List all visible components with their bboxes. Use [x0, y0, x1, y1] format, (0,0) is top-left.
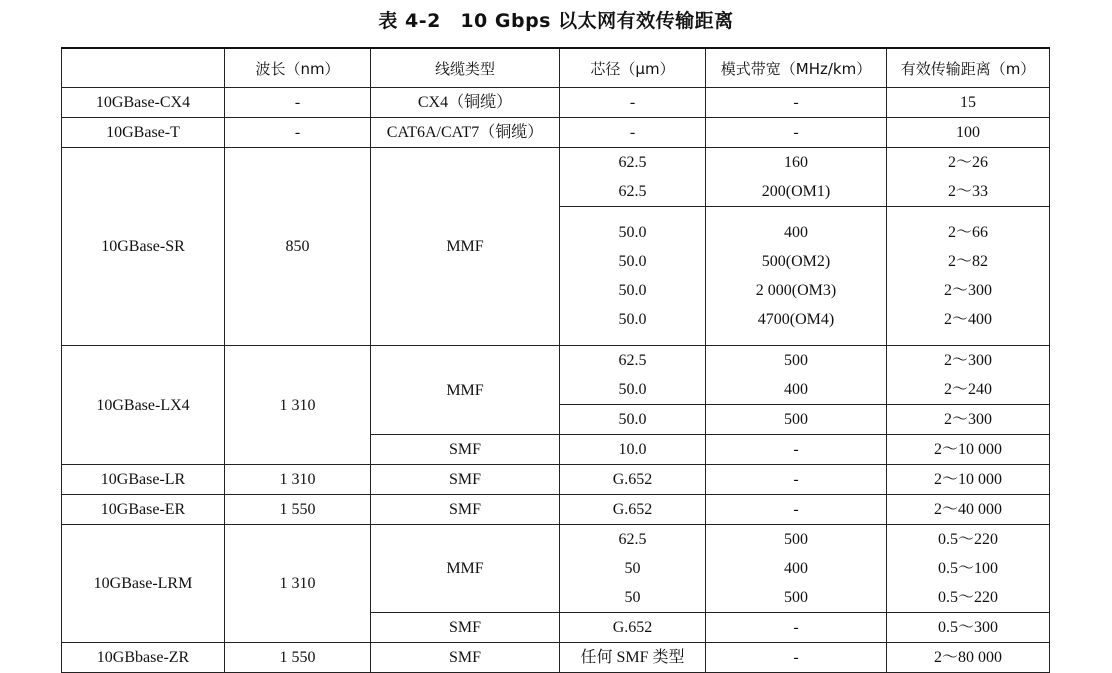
cell-core: G.652 [560, 465, 706, 495]
cell-bandwidth: - [706, 88, 887, 118]
cell-bandwidth: 2 000(OM3) [755, 282, 837, 299]
cell-bandwidth-group [706, 346, 887, 405]
cell-distance: 0.5～220 [937, 531, 998, 548]
cell-core-group [560, 346, 706, 405]
cell-cable: MMF [371, 148, 560, 346]
cell-wavelength: 850 [225, 148, 371, 346]
header-cable-type: 线缆类型 [371, 48, 560, 88]
table-row [62, 643, 1050, 673]
cell-bandwidth: - [706, 495, 887, 525]
cell-core: 50.0 [618, 311, 647, 328]
cell-cable: SMF [371, 435, 560, 465]
cell-cable: CAT6A/CAT7（铜缆） [371, 118, 560, 148]
cell-core-group [560, 148, 706, 207]
cell-core: 50.0 [618, 381, 647, 398]
cell-bandwidth: 400 [784, 381, 808, 398]
distance-table [61, 47, 1050, 673]
cell-standard: 10GBbase-ZR [62, 643, 225, 673]
table-row [62, 495, 1050, 525]
cell-distance: 2～300 [943, 282, 992, 299]
header-distance: 有效传输距离（m） [887, 48, 1050, 88]
cell-distance-group [887, 346, 1050, 405]
cell-core: 62.5 [618, 531, 647, 548]
cell-standard: 10GBase-CX4 [62, 88, 225, 118]
cell-bandwidth-group [706, 207, 887, 346]
cell-standard: 10GBase-LRM [62, 525, 225, 643]
cell-distance: 2～40 000 [887, 495, 1050, 525]
cell-bandwidth: - [706, 643, 887, 673]
header-standard [62, 48, 225, 88]
cell-bandwidth: - [706, 435, 887, 465]
cell-bandwidth: 500 [784, 352, 808, 369]
table-row [62, 465, 1050, 495]
cell-bandwidth: 500 [784, 531, 808, 548]
table-row [62, 346, 1050, 405]
cell-bandwidth: 200(OM1) [761, 183, 831, 200]
cell-bandwidth: 160 [784, 154, 808, 171]
cell-cable: SMF [371, 495, 560, 525]
cell-bandwidth: - [706, 118, 887, 148]
cell-core: 62.5 [618, 183, 647, 200]
cell-distance: 2～80 000 [887, 643, 1050, 673]
cell-distance: 2～300 [943, 352, 992, 369]
cell-bandwidth: - [706, 465, 887, 495]
cell-cable: CX4（铜缆） [371, 88, 560, 118]
table-row [62, 148, 1050, 207]
cell-bandwidth: 500(OM2) [761, 253, 831, 270]
cell-wavelength: 1 550 [225, 495, 371, 525]
cell-wavelength: - [225, 88, 371, 118]
cell-distance: 0.5～300 [887, 613, 1050, 643]
cell-standard: 10GBase-ER [62, 495, 225, 525]
cell-core: G.652 [560, 495, 706, 525]
table-row [62, 88, 1050, 118]
cell-core: 50.0 [618, 224, 647, 241]
header-modal-bandwidth: 模式带宽（MHz/km） [706, 48, 887, 88]
cell-core: 10.0 [560, 435, 706, 465]
cell-distance: 2～82 [947, 253, 988, 270]
cell-bandwidth: 500 [706, 405, 887, 435]
cell-bandwidth-group [706, 525, 887, 613]
cell-cable: MMF [371, 346, 560, 435]
cell-distance: 0.5～220 [937, 589, 998, 606]
cell-wavelength: 1 550 [225, 643, 371, 673]
cell-distance: 2～10 000 [887, 465, 1050, 495]
cell-bandwidth: 400 [784, 224, 808, 241]
cell-distance-group [887, 525, 1050, 613]
cell-core: - [560, 118, 706, 148]
cell-wavelength: 1 310 [225, 525, 371, 643]
cell-core: 任何 SMF 类型 [560, 643, 706, 673]
cell-bandwidth: - [706, 613, 887, 643]
cell-bandwidth: 400 [784, 560, 808, 577]
cell-cable: SMF [371, 613, 560, 643]
cell-wavelength: 1 310 [225, 465, 371, 495]
cell-bandwidth: 4700(OM4) [757, 311, 835, 328]
cell-core-group [560, 207, 706, 346]
cell-cable: MMF [371, 525, 560, 613]
cell-core: 62.5 [618, 352, 647, 369]
cell-standard: 10GBase-T [62, 118, 225, 148]
cell-core: 50 [624, 589, 641, 606]
cell-distance: 2～400 [943, 311, 992, 328]
table-row [62, 525, 1050, 613]
cell-distance: 2～10 000 [887, 435, 1050, 465]
cell-core: - [560, 88, 706, 118]
header-wavelength: 波长（nm） [225, 48, 371, 88]
cell-core: 50.0 [618, 282, 647, 299]
cell-core-group [560, 525, 706, 613]
cell-distance: 2～26 [947, 154, 988, 171]
table-row [62, 118, 1050, 148]
header-core-diameter: 芯径（μm） [560, 48, 706, 88]
cell-core: 50.0 [560, 405, 706, 435]
header-row [62, 48, 1050, 88]
cell-cable: SMF [371, 643, 560, 673]
cell-distance-group [887, 148, 1050, 207]
cell-core: 50 [624, 560, 641, 577]
cell-distance: 0.5～100 [937, 560, 998, 577]
cell-distance: 2～240 [943, 381, 992, 398]
cell-distance-group [887, 207, 1050, 346]
cell-standard: 10GBase-LR [62, 465, 225, 495]
cell-cable: SMF [371, 465, 560, 495]
cell-standard: 10GBase-SR [62, 148, 225, 346]
cell-distance: 2～66 [947, 224, 988, 241]
cell-distance: 2～300 [887, 405, 1050, 435]
cell-core: G.652 [560, 613, 706, 643]
cell-distance: 2～33 [947, 183, 988, 200]
cell-bandwidth-group [706, 148, 887, 207]
cell-standard: 10GBase-LX4 [62, 346, 225, 465]
table-title: 表 4-2 10 Gbps 以太网有效传输距离 [378, 10, 734, 32]
cell-distance: 100 [887, 118, 1050, 148]
cell-distance: 15 [887, 88, 1050, 118]
cell-core: 50.0 [618, 253, 647, 270]
cell-core: 62.5 [618, 154, 647, 171]
cell-bandwidth: 500 [784, 589, 808, 606]
cell-wavelength: 1 310 [225, 346, 371, 465]
cell-wavelength: - [225, 118, 371, 148]
